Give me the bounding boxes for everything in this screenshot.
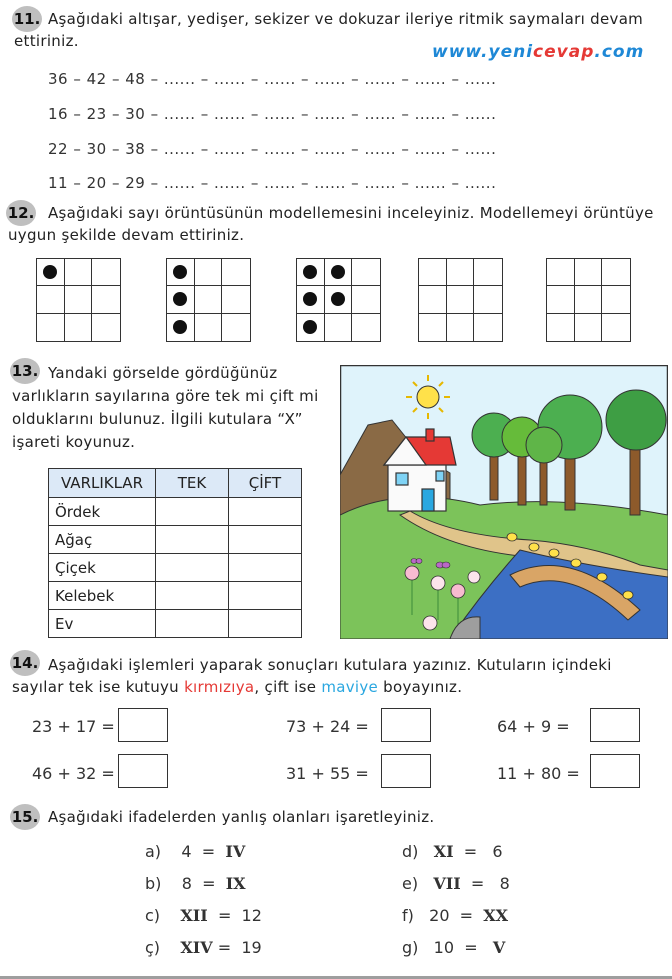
answer-box-6[interactable] [590,754,640,788]
cift-cell[interactable] [229,526,302,554]
tek-cell[interactable] [156,554,229,582]
sequence-row-4: 11 – 20 – 29 – ...... – ...... – ...... – ...... – ...... – ...... – ...... [48,174,497,192]
operation-3: 64 + 9 = [497,717,570,736]
answer-box-3[interactable] [590,708,640,742]
question-12-text: Aşağıdaki sayı örüntüsünün modellemesini inceleyiniz. Modellemeyi örüntüye uygun şekilde devam ettiriniz. [8,204,654,244]
watermark-part3: .com [594,42,645,62]
cift-cell[interactable] [229,610,302,638]
operation-2: 73 + 24 = [286,717,369,736]
cift-cell[interactable] [229,498,302,526]
row-label: Ördek [49,498,156,526]
cift-cell[interactable] [229,582,302,610]
pattern-grid-3 [296,258,381,342]
question-11-number: 11. [12,6,42,32]
answer-box-1[interactable] [118,708,168,742]
statement-g[interactable]: g) 10 = V [402,938,506,957]
tek-cell[interactable] [156,582,229,610]
statement-f[interactable]: f) 20 = XX [402,906,509,925]
pattern-grid-4[interactable] [418,258,503,342]
table-header-cift: ÇİFT [229,469,302,498]
statement-c[interactable]: c) XII = 12 [145,906,262,925]
q14-blue-word: maviye [321,678,379,696]
q14-text-before: Aşağıdaki işlemleri yaparak sonuçları kutulara yazınız. Kutuların içindeki sayılar tek ise kutuyu [12,656,612,696]
tek-cell[interactable] [156,610,229,638]
sequence-row-3: 22 – 30 – 38 – ...... – ...... – ...... – ...... – ...... – ...... – ...... [48,140,497,158]
question-13-text: Yandaki görselde gördüğünüz varlıkların sayılarına göre tek mi çift mi olduklarını bulunuz. İlgili kutulara “X” işareti koyunuz. [12,364,319,451]
question-14-number: 14. [10,650,40,676]
question-11-text: Aşağıdaki altışar, yedişer, sekizer ve dokuzar ileriye ritmik saymaları devam ettiriniz. [14,10,644,50]
operation-6: 11 + 80 = [497,764,580,783]
table-row [49,498,302,526]
answer-box-2[interactable] [381,708,431,742]
watermark-part1: www.yeni [432,42,534,62]
table-row [49,554,302,582]
operation-4: 46 + 32 = [32,764,115,783]
operation-5: 31 + 55 = [286,764,369,783]
statement-b[interactable]: b) 8 = IX [145,874,246,893]
q14-red-word: kırmızıya [184,678,255,696]
q14-text-after: boyayınız. [378,678,463,696]
row-label: Ağaç [49,526,156,554]
pattern-grid-5[interactable] [546,258,631,342]
sequence-row-1: 36 – 42 – 48 – ...... – ...... – ...... – ...... – ...... – ...... – ...... [48,70,497,88]
table-row [49,610,302,638]
statement-d[interactable]: d) XI = 6 [402,842,503,861]
table-header-varliklar: VARLIKLAR [49,469,156,498]
pattern-grid-1 [36,258,121,342]
watermark [432,42,644,62]
row-label: Ev [49,610,156,638]
tek-cell[interactable] [156,498,229,526]
watermark-part2: cevap [533,42,595,62]
question-12-number: 12. [6,200,36,226]
pattern-grid-2 [166,258,251,342]
question-15-number: 15. [10,804,40,830]
answer-box-5[interactable] [381,754,431,788]
sequence-row-2: 16 – 23 – 30 – ...... – ...... – ...... – ...... – ...... – ...... – ...... [48,105,497,123]
table-row [49,526,302,554]
question-15-text: Aşağıdaki ifadelerden yanlış olanları işaretleyiniz. [48,808,435,826]
row-label: Çiçek [49,554,156,582]
statement-a[interactable]: a) 4 = IV [145,842,246,861]
table-header-tek: TEK [156,469,229,498]
landscape-illustration [340,365,668,639]
cift-cell[interactable] [229,554,302,582]
varliklar-table [48,468,302,638]
statement-e[interactable]: e) VII = 8 [402,874,510,893]
row-label: Kelebek [49,582,156,610]
question-14-text [12,654,668,698]
q14-text-middle: , çift ise [254,678,322,696]
tek-cell[interactable] [156,526,229,554]
statement-c-cedilla[interactable]: ç) XIV = 19 [145,938,262,957]
question-13-number: 13. [10,358,40,384]
answer-box-4[interactable] [118,754,168,788]
operation-1: 23 + 17 = [32,717,115,736]
table-row [49,582,302,610]
